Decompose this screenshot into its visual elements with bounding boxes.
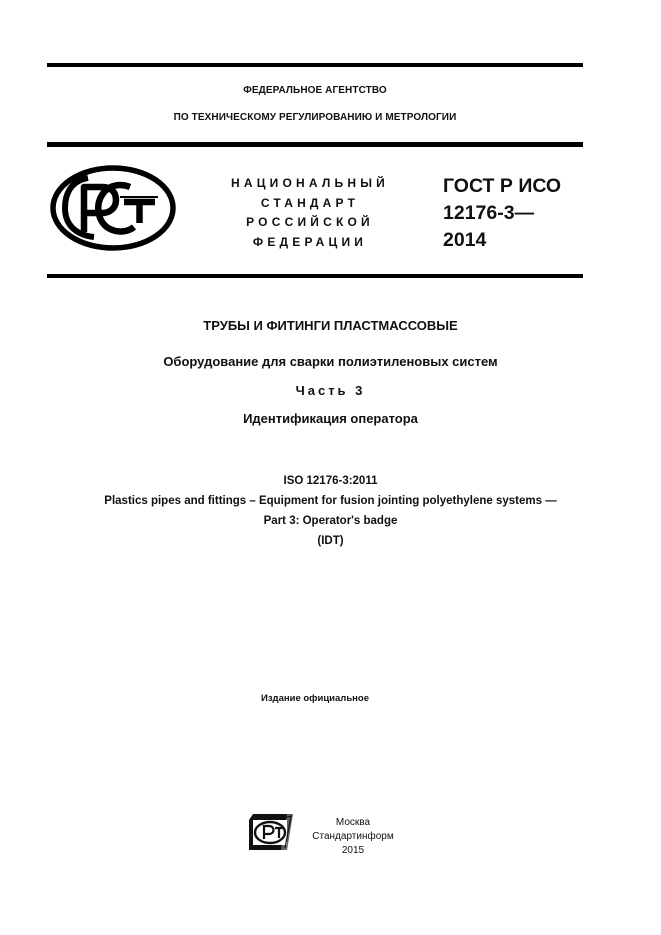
designation-line: 12176-3— <box>443 202 535 224</box>
standard-designation <box>443 173 593 254</box>
imprint-year: 2015 <box>341 845 365 856</box>
imprint-city: Москва <box>335 817 371 828</box>
edition-label: Издание официальное <box>261 693 369 704</box>
agency-line-2: ПО ТЕХНИЧЕСКОМУ РЕГУЛИРОВАНИЮ И МЕТРОЛОГИИ <box>173 112 457 123</box>
iso-part: Part 3: Operator's badge <box>263 515 398 527</box>
document-subtitle: Оборудование для сварки полиэтиленовых систем <box>163 354 498 369</box>
document-part: Часть 3 <box>295 383 366 398</box>
standartinform-logo-icon <box>247 812 295 852</box>
designation-line: 2014 <box>443 229 487 251</box>
national-standard-line: СТАНДАРТ <box>260 195 360 210</box>
imprint-publisher: Стандартинформ <box>312 831 394 842</box>
agency-line-1: ФЕДЕРАЛЬНОЕ АГЕНТСТВО <box>243 85 387 96</box>
national-standard-line: НАЦИОНАЛЬНЫЙ <box>230 176 390 190</box>
national-standard-line: РОССИЙСКОЙ <box>246 215 374 229</box>
imprint <box>300 816 406 858</box>
designation-line: ГОСТ Р ИСО <box>443 175 562 197</box>
document-title: ТРУБЫ И ФИТИНГИ ПЛАСТМАССОВЫЕ <box>203 318 458 333</box>
national-standard-label <box>210 174 410 252</box>
iso-idt: (IDT) <box>317 535 344 547</box>
iso-reference <box>0 471 661 551</box>
title-rule <box>47 274 583 278</box>
top-rule <box>47 63 583 67</box>
document-topic: Идентификация оператора <box>243 411 418 426</box>
gost-r-certification-mark-icon <box>50 165 176 251</box>
iso-title: Plastics pipes and fittings – Equipment for fusion jointing polyethylene systems — <box>104 495 557 507</box>
iso-number: ISO 12176-3:2011 <box>283 475 378 487</box>
national-standard-line: ФЕДЕРАЦИИ <box>252 234 368 249</box>
header-rule <box>47 142 583 147</box>
